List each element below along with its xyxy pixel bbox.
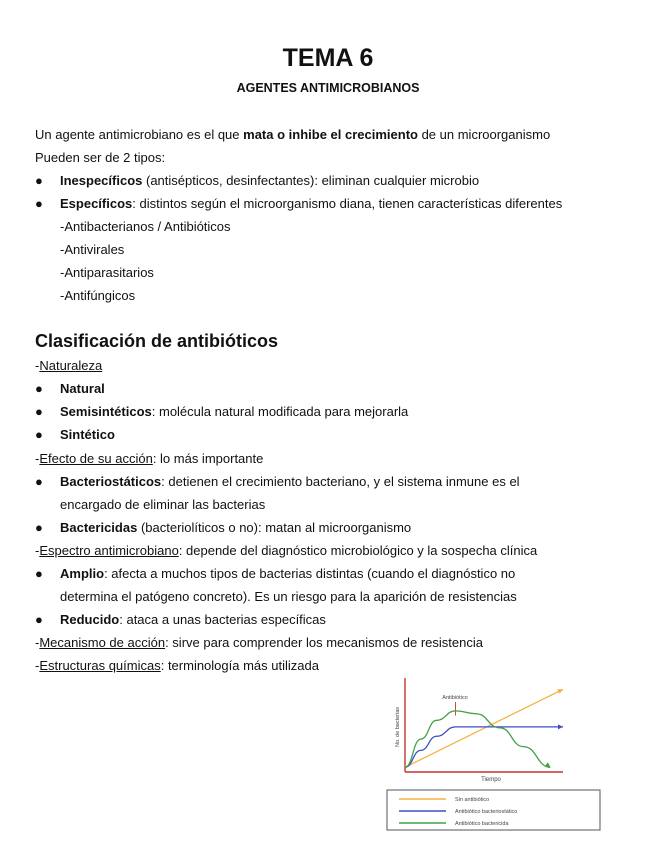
intro-text: Un agente antimicrobiano es el que — [35, 127, 244, 142]
intro-line-1 — [35, 127, 550, 143]
category-mecanismo — [35, 635, 483, 651]
definition: : molécula natural modificada para mejorarla — [151, 404, 409, 419]
bullet: ● — [35, 520, 43, 535]
bullet: ● — [35, 612, 43, 627]
series-arrow-1 — [558, 724, 563, 729]
list-item-bactericidas — [60, 520, 411, 536]
category-label: Mecanismo de acción — [39, 635, 166, 650]
term: Amplio — [60, 566, 105, 581]
dash: - — [35, 358, 40, 373]
sub-item: -Antifúngicos — [60, 288, 136, 303]
dash: - — [35, 451, 40, 466]
term: Semisintéticos — [60, 404, 152, 419]
term: Específicos — [60, 196, 133, 211]
definition: (antisépticos, desinfectantes): eliminan cualquier microbio — [142, 173, 480, 188]
term: Reducido — [60, 612, 120, 627]
definition: : distintos según el microorganismo diana, tienen características diferentes — [132, 196, 563, 211]
bullet: ● — [35, 427, 43, 442]
list-item-bacteriostaticos — [60, 474, 520, 490]
legend-label-2: Antibiótico bactericida — [455, 821, 509, 827]
legend-label-1: Antibiótico bacteriostático — [455, 809, 518, 815]
y-axis-label: No. de bacterias — [395, 706, 401, 748]
bacterial-growth-chart — [383, 672, 618, 832]
dash: - — [35, 658, 40, 673]
bullet: ● — [35, 404, 43, 419]
category-note: : sirve para comprender los mecanismos de resistencia — [165, 635, 483, 650]
definition: : ataca a unas bacterias específicas — [119, 612, 326, 627]
series-line-2 — [405, 711, 550, 767]
term: Inespecíficos — [60, 173, 143, 188]
bullet: ● — [35, 173, 43, 188]
category-note: : lo más importante — [152, 451, 264, 466]
term: Sintético — [60, 427, 115, 442]
legend-label-0: Sin antibiótico — [455, 797, 490, 803]
list-item-natural — [60, 381, 105, 397]
list-item-reducido — [60, 612, 326, 628]
category-label: Estructuras químicas — [39, 658, 161, 673]
intro-line-2: Pueden ser de 2 tipos: — [35, 150, 166, 165]
bullet: ● — [35, 381, 43, 396]
x-axis-label: Tiempo — [481, 777, 501, 783]
list-item-inespecificos — [60, 173, 479, 189]
definition: : afecta a muchos tipos de bacterias distintas (cuando el diagnóstico no — [104, 566, 516, 581]
category-espectro — [35, 543, 537, 559]
page-subtitle: AGENTES ANTIMICROBIANOS — [236, 81, 420, 95]
intro-text-end: de un microorganismo — [417, 127, 551, 142]
dash: - — [35, 635, 40, 650]
list-item-continuation: encargado de eliminar las bacterias — [60, 497, 266, 512]
category-label: Naturaleza — [39, 358, 103, 373]
bullet: ● — [35, 474, 43, 489]
definition: : detienen el crecimiento bacteriano, y el sistema inmune es el — [161, 474, 520, 489]
category-efecto — [35, 451, 263, 467]
bullet: ● — [35, 196, 43, 211]
category-label: Espectro antimicrobiano — [39, 543, 179, 558]
category-label: Efecto de su acción — [39, 451, 153, 466]
bullet: ● — [35, 566, 43, 581]
list-item-sintetico — [60, 427, 115, 443]
term: Natural — [60, 381, 105, 396]
page-title: TEMA 6 — [282, 44, 374, 72]
section-heading: Clasificación de antibióticos — [35, 331, 279, 351]
term: Bactericidas — [60, 520, 138, 535]
list-item-amplio — [60, 566, 515, 582]
list-item-especificos — [60, 196, 562, 212]
antibiotic-annotation: Antibiótico — [442, 695, 468, 701]
dash: - — [35, 543, 40, 558]
sub-item: -Antivirales — [60, 242, 125, 257]
category-note: : terminología más utilizada — [160, 658, 319, 673]
category-naturaleza — [35, 358, 102, 374]
term: Bacteriostáticos — [60, 474, 162, 489]
category-estructuras — [35, 658, 319, 674]
sub-item: -Antibacterianos / Antibióticos — [60, 219, 231, 234]
intro-emphasis: mata o inhibe el crecimiento — [243, 127, 418, 142]
sub-item: -Antiparasitarios — [60, 265, 154, 280]
category-note: : depende del diagnóstico microbiológico y la sospecha clínica — [178, 543, 538, 558]
list-item-continuation: determina el patógeno concreto). Es un riesgo para la aparición de resistencias — [60, 589, 517, 604]
list-item-semisinteticos — [60, 404, 408, 420]
definition: (bacteriolíticos o no): matan al microorganismo — [137, 520, 412, 535]
